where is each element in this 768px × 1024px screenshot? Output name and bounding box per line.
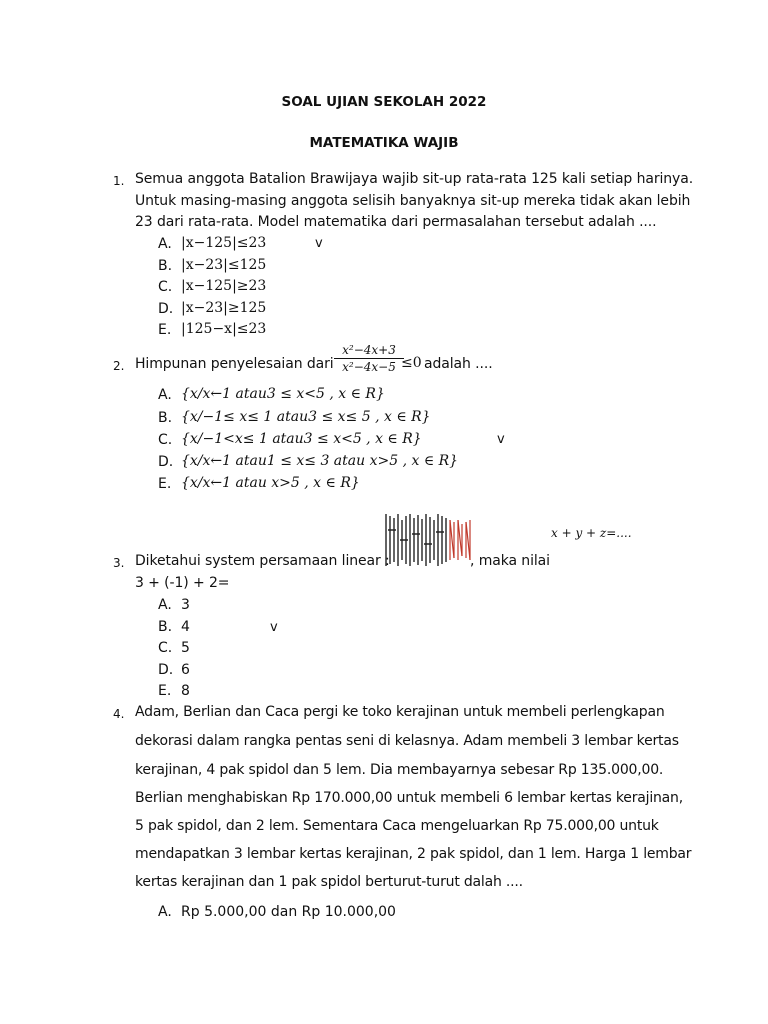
question-4-line-5: 5 pak spidol, dan 2 lem. Sementara Caca mengeluarkan Rp 75.000,00 untuk: [135, 818, 659, 834]
q2-option-e-letter: E.: [158, 476, 172, 492]
fraction-bar: [334, 358, 404, 359]
question-4-line-7: kertas kerajinan dan 1 pak spidol berturut-turut dalah ....: [135, 874, 523, 890]
q3-option-e-letter: E.: [158, 683, 172, 699]
q1-option-b: |x−23|≤125: [181, 257, 267, 273]
question-3-line-2: 3 + (-1) + 2=: [135, 575, 230, 591]
question-4-line-3: kerajinan, 4 pak spidol dan 5 lem. Dia membayarnya sebesar Rp 135.000,00.: [135, 762, 664, 778]
question-4-line-1: Adam, Berlian dan Caca pergi ke toko kerajinan untuk membeli perlengkapan: [135, 704, 665, 720]
q2-option-a-letter: A.: [158, 387, 172, 403]
question-1-line-1: Semua anggota Batalion Brawijaya wajib sit-up rata-rata 125 kali setiap harinya.: [135, 171, 694, 187]
question-3-line-1b: , maka nilai: [470, 553, 550, 569]
question-2-suffix: adalah ....: [424, 356, 493, 372]
question-3-sum-expression: x + y + z=....: [551, 526, 632, 540]
q2-option-a: {x/x←1 atau3 ≤ x<5 , x ∈ R}: [181, 386, 385, 402]
q2-option-b: {x/−1≤ x≤ 1 atau3 ≤ x≤ 5 , x ∈ R}: [181, 409, 431, 425]
question-3-number: 3.: [113, 556, 125, 570]
question-4-number: 4.: [113, 707, 125, 721]
question-2-relation: ≤0: [401, 355, 422, 371]
q2-option-c: {x/−1<x≤ 1 atau3 ≤ x<5 , x ∈ R}: [181, 431, 422, 447]
question-2-prefix: Himpunan penyelesaian dari: [135, 356, 334, 372]
q2-answer-mark: v: [497, 432, 505, 447]
question-1-number: 1.: [113, 174, 125, 188]
q3-option-c: 5: [181, 640, 190, 656]
question-4-line-4: Berlian menghabiskan Rp 170.000,00 untuk membeli 6 lembar kertas kerajinan,: [135, 790, 683, 806]
document-subtitle: MATEMATIKA WAJIB: [309, 135, 459, 151]
q1-option-a: |x−125|≤23: [181, 235, 267, 251]
question-4-line-6: mendapatkan 3 lembar kertas kerajinan, 2 pak spidol, dan 1 lem. Harga 1 lembar: [135, 846, 692, 862]
question-4-line-2: dekorasi dalam rangka pentas seni di kelasnya. Adam membeli 3 lembar kertas: [135, 733, 679, 749]
q3-option-a-letter: A.: [158, 597, 172, 613]
q2-option-d: {x/x←1 atau1 ≤ x≤ 3 atau x>5 , x ∈ R}: [181, 453, 459, 469]
q2-option-b-letter: B.: [158, 410, 173, 426]
q3-option-e: 8: [181, 683, 190, 699]
q3-option-c-letter: C.: [158, 640, 173, 656]
q3-option-a: 3: [181, 597, 190, 613]
q3-option-d-letter: D.: [158, 662, 174, 678]
q1-option-e-letter: E.: [158, 322, 172, 338]
q1-option-e: |125−x|≤23: [181, 321, 267, 337]
q2-option-d-letter: D.: [158, 454, 174, 470]
q2-option-c-letter: C.: [158, 432, 173, 448]
question-2-number: 2.: [113, 359, 125, 373]
fraction-numerator: x²−4x+3: [342, 343, 396, 357]
q1-option-b-letter: B.: [158, 258, 173, 274]
q1-answer-mark: v: [315, 236, 323, 251]
q3-option-b: 4: [181, 619, 190, 635]
q3-option-d: 6: [181, 662, 190, 678]
document-title: SOAL UJIAN SEKOLAH 2022: [281, 94, 487, 110]
question-2-fraction: [334, 343, 404, 374]
question-1-line-2: Untuk masing-masing anggota selisih banyaknya sit-up mereka tidak akan lebih: [135, 193, 691, 209]
question-3-line-1a: Diketahui system persamaan linear :: [135, 553, 390, 569]
q4-option-a: Rp 5.000,00 dan Rp 10.000,00: [181, 904, 396, 920]
q2-option-e: {x/x←1 atau x>5 , x ∈ R}: [181, 475, 360, 491]
q3-option-b-letter: B.: [158, 619, 173, 635]
q1-option-d: |x−23|≥125: [181, 300, 267, 316]
q4-option-a-letter: A.: [158, 904, 172, 920]
q1-option-d-letter: D.: [158, 301, 174, 317]
question-1-line-3: 23 dari rata-rata. Model matematika dari permasalahan tersebut adalah ....: [135, 214, 657, 230]
fraction-denominator: x²−4x−5: [342, 360, 396, 374]
q3-answer-mark: v: [270, 620, 278, 635]
q1-option-c: |x−125|≥23: [181, 278, 267, 294]
q1-option-a-letter: A.: [158, 236, 172, 252]
q1-option-c-letter: C.: [158, 279, 173, 295]
equation-system-image: [382, 510, 474, 570]
